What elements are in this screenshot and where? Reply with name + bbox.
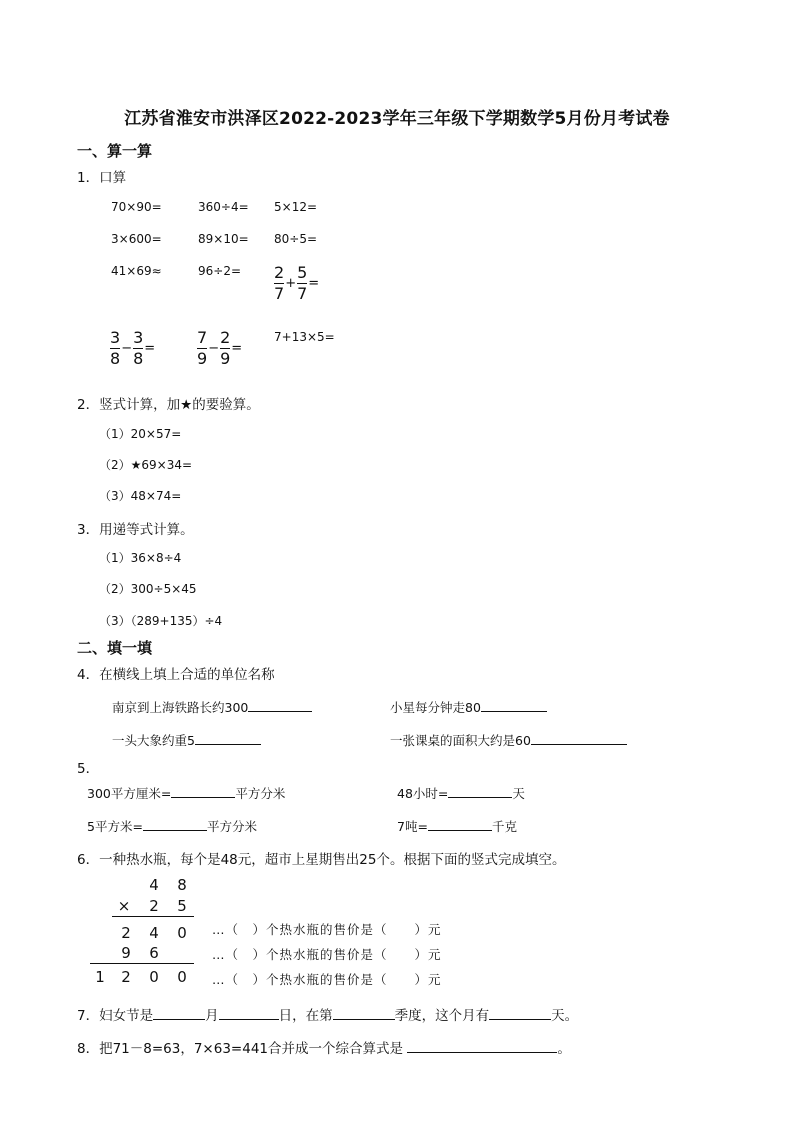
question-1-label: 1．口算 bbox=[77, 170, 127, 186]
question-4-label: 4．在横线上填上合适的单位名称 bbox=[77, 667, 275, 683]
vertical-calc-item: （1）20×57= bbox=[99, 427, 182, 441]
calc-annotation: …（ ）个热水瓶的售价是（ ）元 bbox=[212, 922, 442, 937]
digit: 0 bbox=[177, 924, 187, 942]
fraction: $\frac{5}{7}$ bbox=[297, 263, 308, 303]
vertical-calc-item: （3）48×74= bbox=[99, 489, 182, 503]
digit: 2 bbox=[149, 897, 159, 915]
conversion-item: 48小时= 天 bbox=[397, 783, 525, 802]
digit: 2 bbox=[121, 924, 131, 942]
answer-blank[interactable] bbox=[195, 730, 261, 745]
fraction: $\frac{7}{9}$ bbox=[197, 328, 208, 368]
fraction: $\frac{3}{8}$ bbox=[110, 328, 121, 368]
question-2-label: 2．竖式计算，加★的要验算。 bbox=[77, 397, 260, 413]
mental-item: 360÷4= bbox=[198, 200, 249, 214]
conversion-item: 300平方厘米= 平方分米 bbox=[87, 783, 285, 802]
unit-fill-item: 南京到上海铁路长约300 bbox=[112, 697, 312, 716]
fraction: $\frac{3}{8}$ bbox=[133, 328, 144, 368]
fraction-expression-c: $\frac{7}{9}$ − $\frac{2}{9}$ = bbox=[197, 328, 243, 368]
calc-line bbox=[112, 916, 194, 917]
digit: 5 bbox=[177, 897, 187, 915]
mental-item: 41×69≈ bbox=[111, 264, 162, 278]
section-heading-2: 二、填一填 bbox=[77, 639, 153, 657]
digit: 0 bbox=[177, 968, 187, 986]
mental-item: 96÷2= bbox=[198, 264, 242, 278]
answer-blank[interactable] bbox=[407, 1038, 557, 1053]
answer-blank[interactable] bbox=[219, 1005, 279, 1020]
fraction: $\frac{2}{7}$ bbox=[274, 263, 285, 303]
question-8: 8．把71－8=63，7×63=441合并成一个综合算式是 。 bbox=[77, 1037, 571, 1057]
mental-item: 5×12= bbox=[274, 200, 318, 214]
digit: 4 bbox=[149, 876, 159, 894]
times-sign: × bbox=[117, 897, 131, 915]
fraction-expression-b: $\frac{3}{8}$ − $\frac{3}{8}$ = bbox=[110, 328, 156, 368]
unit-fill-item: 小星每分钟走80 bbox=[390, 697, 547, 716]
conversion-item: 7吨= 千克 bbox=[397, 816, 517, 835]
digit: 2 bbox=[121, 968, 131, 986]
section-heading-1: 一、算一算 bbox=[77, 142, 153, 160]
question-5-label: 5． bbox=[77, 761, 100, 777]
answer-blank[interactable] bbox=[171, 783, 235, 798]
question-3-label: 3．用递等式计算。 bbox=[77, 522, 194, 538]
answer-blank[interactable] bbox=[531, 730, 627, 745]
answer-blank[interactable] bbox=[489, 1005, 551, 1020]
unit-fill-item: 一张课桌的面积大约是60 bbox=[390, 730, 627, 749]
fraction-expression-a: $\frac{2}{7}$ + $\frac{5}{7}$ = bbox=[274, 263, 320, 303]
mental-item: 89×10= bbox=[198, 232, 249, 246]
answer-blank[interactable] bbox=[428, 816, 492, 831]
calc-annotation: …（ ）个热水瓶的售价是（ ）元 bbox=[212, 947, 442, 962]
question-6-label: 6．一种热水瓶，每个是48元，超市上星期售出25个。根据下面的竖式完成填空。 bbox=[77, 852, 566, 868]
step-calc-item: （3）（289+135）÷4 bbox=[99, 614, 223, 628]
page-title: 江苏省淮安市洪泽区2022-2023学年三年级下学期数学5月份月考试卷 bbox=[124, 109, 670, 129]
digit: 4 bbox=[149, 924, 159, 942]
answer-blank[interactable] bbox=[333, 1005, 395, 1020]
mental-item: 70×90= bbox=[111, 200, 162, 214]
answer-blank[interactable] bbox=[448, 783, 512, 798]
mental-item: 7+13×5= bbox=[274, 330, 335, 344]
digit: 6 bbox=[149, 944, 159, 962]
conversion-item: 5平方米= 平方分米 bbox=[87, 816, 257, 835]
step-calc-item: （2）300÷5×45 bbox=[99, 582, 197, 596]
digit: 1 bbox=[95, 968, 105, 986]
unit-fill-item: 一头大象约重5 bbox=[112, 730, 261, 749]
digit: 9 bbox=[121, 944, 131, 962]
step-calc-item: （1）36×8÷4 bbox=[99, 551, 182, 565]
mental-item: 80÷5= bbox=[274, 232, 318, 246]
answer-blank[interactable] bbox=[248, 697, 312, 712]
fraction: $\frac{2}{9}$ bbox=[220, 328, 231, 368]
answer-blank[interactable] bbox=[143, 816, 207, 831]
question-7: 7．妇女节是 月 日，在第 季度，这个月有 天。 bbox=[77, 1004, 578, 1024]
answer-blank[interactable] bbox=[153, 1005, 205, 1020]
calc-annotation: …（ ）个热水瓶的售价是（ ）元 bbox=[212, 972, 442, 987]
digit: 0 bbox=[149, 968, 159, 986]
calc-line bbox=[90, 963, 194, 964]
answer-blank[interactable] bbox=[481, 697, 547, 712]
vertical-calc-item: （2）★69×34= bbox=[99, 458, 193, 472]
mental-item: 3×600= bbox=[111, 232, 162, 246]
digit: 8 bbox=[177, 876, 187, 894]
